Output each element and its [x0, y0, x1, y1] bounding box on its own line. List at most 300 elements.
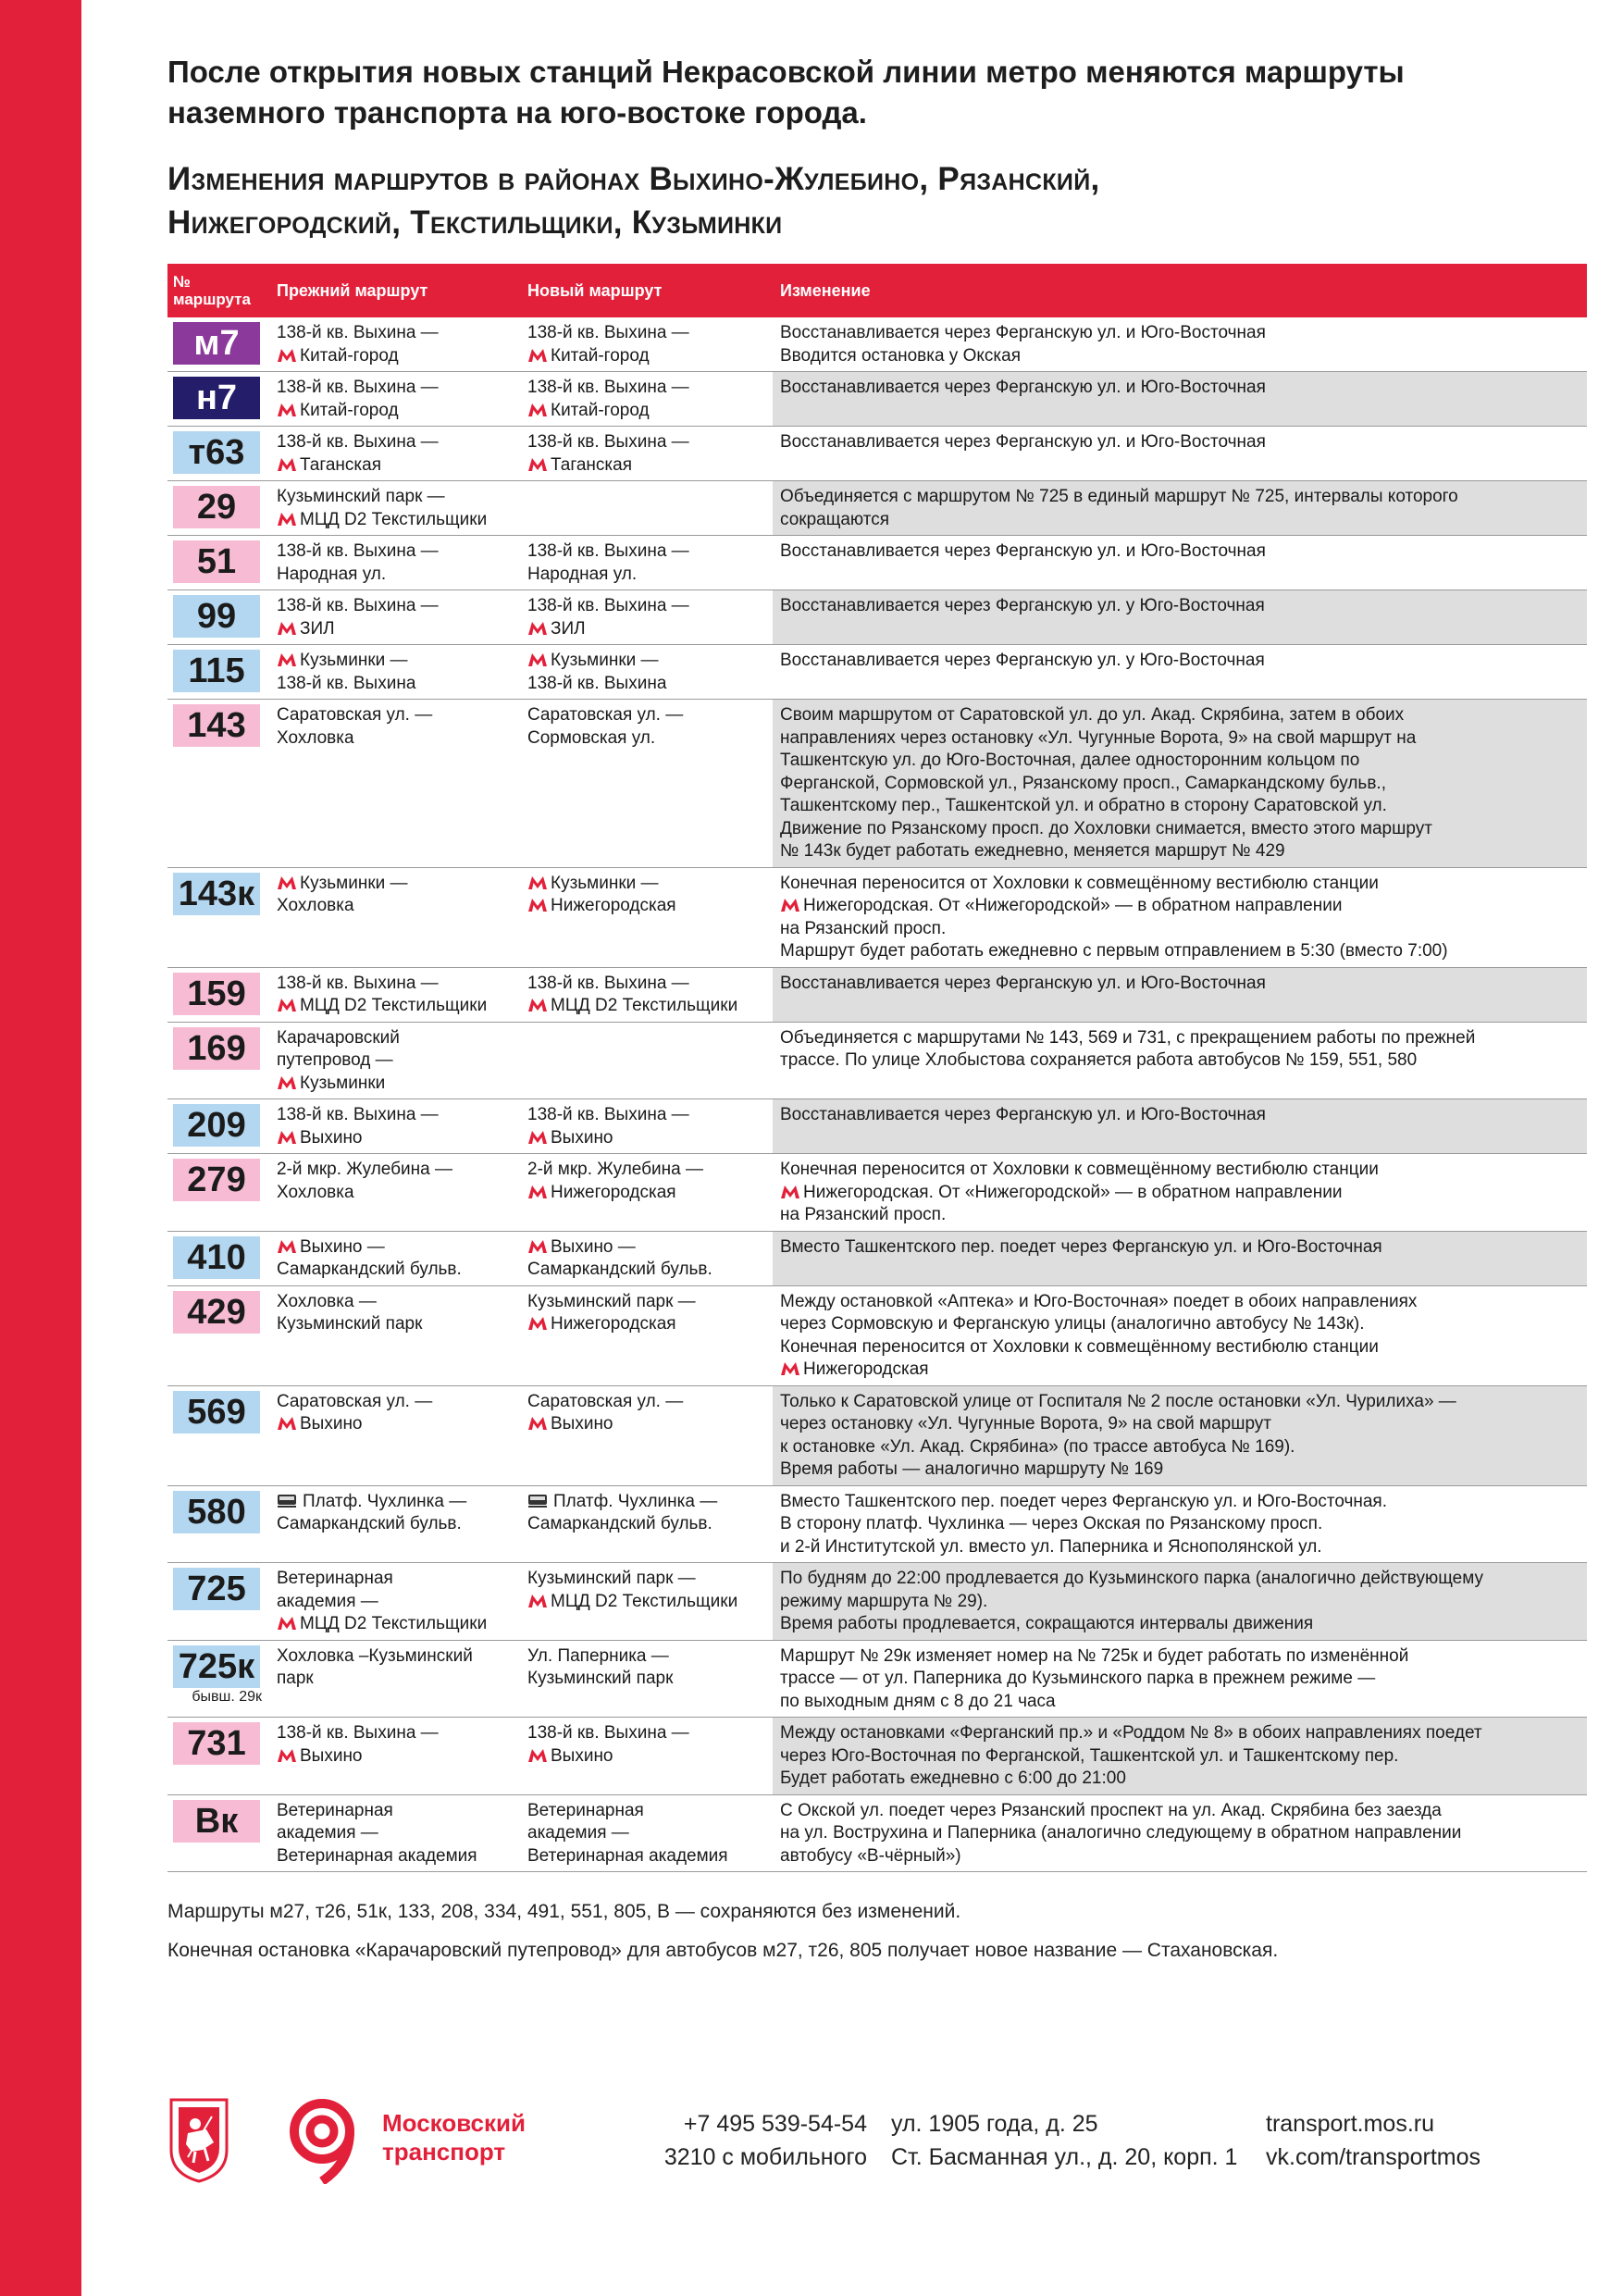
route-number-cell [167, 1718, 269, 1795]
old-route-line: Саратовская ул. — [277, 1391, 433, 1411]
old-route-line: Кузьминки — [277, 873, 513, 896]
new-route-cell [520, 1563, 773, 1641]
new-route-line: МЦД D2 Текстильщики [527, 1591, 765, 1614]
metro-icon [527, 348, 548, 363]
table-row [167, 481, 1587, 536]
brand-name [382, 2109, 526, 2166]
old-route-line: Саратовская ул. — [277, 705, 433, 725]
old-route-cell [269, 1385, 520, 1485]
footnote-unchanged: Маршруты м27, т26, 51к, 133, 208, 334, 491, 551, 805, В — сохраняются без изменений. [167, 1901, 961, 1922]
metro-icon [527, 898, 548, 912]
metro-icon [277, 403, 297, 417]
new-route-cell [520, 1794, 773, 1872]
new-route-line: 138-й кв. Выхина — [527, 1105, 689, 1124]
change-line: Восстанавливается через Ферганскую ул. и Юго-Восточная [780, 323, 1266, 342]
route-badge: н7 [173, 377, 260, 419]
metro-icon [277, 1748, 297, 1763]
change-line: С Окской ул. поедет через Рязанский проспект на ул. Акад. Скрябина без заезда [780, 1800, 1442, 1820]
old-route-line: Выхино [277, 1127, 513, 1150]
metro-icon [527, 457, 548, 472]
old-route-line: путепровод — [277, 1050, 393, 1070]
header-old-route: Прежний маршрут [269, 264, 520, 317]
table-row [167, 1640, 1587, 1718]
change-cell [773, 427, 1587, 481]
new-route-line: 138-й кв. Выхина — [527, 432, 689, 452]
table-row [167, 645, 1587, 700]
table-row [167, 536, 1587, 590]
change-line: через Юго-Восточная по Ферганской, Ташкентской ул. и Ташкентскому пер. [780, 1745, 1399, 1766]
metro-icon [277, 348, 297, 363]
route-number-cell [167, 1285, 269, 1385]
new-route-line: Ветеринарная академия [527, 1845, 728, 1866]
table-row [167, 867, 1587, 967]
route-badge: 143 [173, 704, 260, 747]
change-line: Восстанавливается через Ферганскую ул. и Юго-Восточная [780, 378, 1266, 397]
change-line: Маршрут будет работать ежедневно с первым отправлением в 5:30 (вместо 7:00) [780, 941, 1448, 961]
change-cell [773, 645, 1587, 700]
new-route-line: Выхино [527, 1745, 765, 1769]
new-route-line: Самаркандский бульв. [527, 1514, 712, 1533]
new-route-cell [520, 317, 773, 372]
old-route-line: 138-й кв. Выхина — [277, 432, 439, 452]
moscow-transport-logo-icon [281, 2096, 363, 2184]
metro-icon [527, 1316, 548, 1331]
change-line: Восстанавливается через Ферганскую ул. и Юго-Восточная [780, 541, 1266, 561]
new-route-cell [520, 1385, 773, 1485]
old-route-line: МЦД D2 Текстильщики [277, 995, 513, 1018]
old-route-line: 138-й кв. Выхина — [277, 378, 439, 397]
route-badge: 159 [173, 973, 260, 1015]
old-route-line: Ветеринарная [277, 1569, 393, 1588]
headline-line: наземного транспорта на юго-востоке города. [167, 95, 867, 130]
new-route-line: Китай-город [527, 400, 765, 423]
address-line: Ст. Басманная ул., д. 20, корп. 1 [891, 2144, 1238, 2170]
metro-icon [780, 1361, 800, 1376]
new-route-line: Ветеринарная [527, 1800, 644, 1820]
new-route-line: Саратовская ул. — [527, 705, 684, 725]
old-route-line: ЗИЛ [277, 618, 513, 641]
old-route-cell [269, 481, 520, 536]
old-route-line: Хохловка [277, 727, 354, 748]
change-line: по выходным дням с 8 до 21 часа [780, 1691, 1056, 1711]
new-route-cell [520, 1231, 773, 1285]
website-link[interactable]: transport.mos.ru [1266, 2111, 1435, 2137]
new-route-line: ЗИЛ [527, 618, 765, 641]
change-line: Восстанавливается через Ферганскую ул. и Юго-Восточная [780, 973, 1266, 993]
new-route-line: Сормовская ул. [527, 727, 656, 748]
new-route-cell [520, 1022, 773, 1099]
moscow-coat-of-arms-icon [167, 2096, 230, 2184]
headline-line: После открытия новых станций Некрасовской линии метро меняются маршруты [167, 55, 1405, 89]
change-cell [773, 317, 1587, 372]
new-route-cell [520, 590, 773, 645]
new-route-cell [520, 1154, 773, 1232]
old-route-line: Кузьминский парк [277, 1314, 423, 1334]
route-badge: 51 [173, 540, 260, 583]
change-cell [773, 1154, 1587, 1232]
metro-icon [527, 1185, 548, 1199]
route-badge: 209 [173, 1104, 260, 1147]
route-number-cell [167, 317, 269, 372]
routes-table [167, 264, 1587, 1872]
change-line: Конечная переносится от Хохловки к совмещённому вестибюлю станции [780, 873, 1379, 893]
route-number-cell [167, 1099, 269, 1154]
change-line: трассе — от ул. Паперника до Кузьминского парка в прежнем режиме — [780, 1669, 1376, 1688]
old-route-line: 2-й мкр. Жулебина — [277, 1160, 452, 1179]
new-route-line: Самаркандский бульв. [527, 1260, 712, 1279]
change-line: Восстанавливается через Ферганскую ул. и Юго-Восточная [780, 1105, 1266, 1124]
phone-number[interactable]: +7 495 539-54-54 [683, 2111, 867, 2137]
change-cell [773, 1718, 1587, 1795]
old-route-line: Выхино — [277, 1236, 513, 1260]
table-row [167, 1385, 1587, 1485]
old-route-line: 138-й кв. Выхина [277, 673, 416, 693]
new-route-cell [520, 1285, 773, 1385]
change-line: на Рязанский просп. [780, 918, 947, 938]
old-route-line: 138-й кв. Выхина — [277, 1723, 439, 1743]
new-route-cell [520, 1718, 773, 1795]
metro-icon [277, 875, 297, 890]
new-route-line: Кузьминки — [527, 650, 765, 673]
table-row [167, 1794, 1587, 1872]
metro-icon [527, 403, 548, 417]
old-route-cell [269, 645, 520, 700]
route-badge: Вк [173, 1800, 260, 1843]
new-route-cell [520, 536, 773, 590]
change-line: Вместо Ташкентского пер. поедет через Ферганскую ул. и Юго-Восточная. [780, 1491, 1388, 1511]
change-line: направлениях через остановку «Ул. Чугунные Ворота, 9» на свой маршрут на [780, 727, 1417, 748]
metro-icon [277, 1239, 297, 1254]
metro-icon [277, 457, 297, 472]
metro-icon [527, 1416, 548, 1431]
old-route-cell [269, 867, 520, 967]
change-cell [773, 1794, 1587, 1872]
new-route-line: Кузьминский парк [527, 1669, 674, 1688]
change-line: Вводится остановка у Окская [780, 345, 1021, 366]
change-line: Вместо Ташкентского пер. поедет через Ферганскую ул. и Юго-Восточная [780, 1236, 1382, 1257]
change-line: через остановку «Ул. Чугунные Ворота, 9» на свой маршрут [780, 1414, 1271, 1433]
new-route-line: Нижегородская [527, 1182, 765, 1205]
route-badge: 569 [173, 1391, 260, 1433]
change-cell [773, 1022, 1587, 1099]
route-former-number: бывш. 29к [192, 1688, 262, 1705]
route-badge: т63 [173, 431, 260, 474]
old-route-line: Платф. Чухлинка — [277, 1491, 513, 1514]
route-badge: м7 [173, 322, 260, 365]
metro-icon [277, 512, 297, 527]
new-route-line: Платф. Чухлинка — [527, 1491, 765, 1514]
change-line: Восстанавливается через Ферганскую ул. и Юго-Восточная [780, 432, 1266, 452]
old-route-line: Китай-город [277, 345, 513, 368]
table-row [167, 1285, 1587, 1385]
change-line: Маршрут № 29к изменяет номер на № 725к и будет работать по изменённой [780, 1645, 1409, 1666]
change-line: Нижегородская. От «Нижегородской» — в обратном направлении [780, 895, 1580, 918]
old-route-cell [269, 1022, 520, 1099]
old-route-line: 138-й кв. Выхина — [277, 323, 439, 342]
address-line: ул. 1905 года, д. 25 [891, 2111, 1098, 2137]
change-cell [773, 536, 1587, 590]
old-route-line: МЦД D2 Текстильщики [277, 1613, 513, 1636]
route-number-cell [167, 590, 269, 645]
old-route-cell [269, 1563, 520, 1641]
change-line: Объединяется с маршрутами № 143, 569 и 731, с прекращением работы по прежней [780, 1027, 1476, 1048]
brand-line: транспорт [382, 2138, 506, 2166]
route-badge: 143к [173, 873, 260, 915]
change-line: Конечная переносится от Хохловки к совмещённому вестибюлю станции [780, 1336, 1379, 1357]
subhead-line: Изменения маршрутов в районах Выхино-Жулебино, Рязанский, [167, 161, 1100, 197]
new-route-cell [520, 1099, 773, 1154]
header-new-route: Новый маршрут [520, 264, 773, 317]
route-badge: 279 [173, 1159, 260, 1201]
new-route-cell [520, 481, 773, 536]
old-route-cell [269, 427, 520, 481]
old-route-line: Кузьминский парк — [277, 487, 445, 506]
old-route-line: Хохловка [277, 1182, 354, 1202]
metro-icon [527, 998, 548, 1012]
change-line: По будням до 22:00 продлевается до Кузьминского парка (аналогично действующему [780, 1569, 1483, 1588]
table-row [167, 317, 1587, 372]
change-line: Время работы — аналогично маршруту № 169 [780, 1459, 1164, 1479]
new-route-line: Китай-город [527, 345, 765, 368]
route-badge: 99 [173, 595, 260, 638]
change-line: Объединяется с маршрутом № 725 в единый маршрут № 725, интервалы которого [780, 487, 1458, 506]
route-number-cell [167, 1022, 269, 1099]
new-route-line: Народная ул. [527, 564, 638, 584]
new-route-line: 138-й кв. Выхина — [527, 973, 689, 993]
route-badge: 580 [173, 1491, 260, 1533]
route-number-cell [167, 1154, 269, 1232]
vk-link[interactable]: vk.com/transportmos [1266, 2144, 1481, 2170]
metro-icon [527, 621, 548, 636]
route-badge: 731 [173, 1722, 260, 1765]
old-route-line: Выхино [277, 1745, 513, 1769]
old-route-cell [269, 317, 520, 372]
change-line: режиму маршрута № 29). [780, 1591, 988, 1611]
route-number-cell [167, 1563, 269, 1641]
page-headline [167, 52, 1587, 133]
route-number-cell [167, 967, 269, 1022]
route-badge: 115 [173, 650, 260, 692]
old-route-cell [269, 372, 520, 427]
old-route-line: Карачаровский [277, 1027, 400, 1048]
metro-icon [277, 1416, 297, 1431]
old-route-line: Хохловка — [277, 1291, 377, 1311]
subhead-line: Нижегородский, Текстильщики, Кузьминки [167, 205, 783, 241]
table-row [167, 967, 1587, 1022]
new-route-line: Ул. Паперника — [527, 1645, 669, 1666]
table-row [167, 1099, 1587, 1154]
change-line: Ферганской, Сормовской ул., Рязанскому просп., Самаркандскому бульв., [780, 773, 1386, 793]
old-route-cell [269, 1794, 520, 1872]
change-line: к остановке «Ул. Акад. Скрябина» (по трассе автобуса № 169). [780, 1436, 1295, 1457]
metro-icon [527, 1594, 548, 1608]
new-route-cell [520, 427, 773, 481]
train-icon [277, 1493, 297, 1508]
new-route-line: Саратовская ул. — [527, 1391, 684, 1411]
change-line: Своим маршрутом от Саратовской ул. до ул. Акад. Скрябина, затем в обоих [780, 705, 1405, 725]
old-route-cell [269, 1640, 520, 1718]
new-route-line: МЦД D2 Текстильщики [527, 995, 765, 1018]
new-route-line: Выхино — [527, 1236, 765, 1260]
table-row [167, 372, 1587, 427]
old-route-line: Самаркандский бульв. [277, 1260, 462, 1279]
metro-icon [780, 1185, 800, 1199]
change-line: трассе. По улице Хлобыстова сохраняется работа автобусов № 159, 551, 580 [780, 1050, 1418, 1070]
change-line: Нижегородская [780, 1359, 1580, 1382]
new-route-line: 138-й кв. Выхина — [527, 378, 689, 397]
old-route-line: 138-й кв. Выхина — [277, 541, 439, 561]
page-subheading [167, 157, 1587, 244]
table-body [167, 317, 1587, 1872]
old-route-line: 138-й кв. Выхина — [277, 596, 439, 615]
new-route-line: Выхино [527, 1413, 765, 1436]
change-cell [773, 1563, 1587, 1641]
new-route-line: 138-й кв. Выхина — [527, 323, 689, 342]
change-line: Между остановками «Ферганский пр.» и «Роддом № 8» в обоих направлениях поедет [780, 1723, 1482, 1743]
contact-links [1266, 2107, 1481, 2174]
metro-icon [277, 1130, 297, 1145]
change-line: Будет работать ежедневно с 6:00 до 21:00 [780, 1769, 1126, 1788]
old-route-line: академия — [277, 1591, 378, 1611]
new-route-line: Кузьминский парк — [527, 1291, 696, 1311]
metro-icon [527, 1239, 548, 1254]
metro-icon [277, 1616, 297, 1631]
old-route-cell [269, 1285, 520, 1385]
new-route-line: 2-й мкр. Жулебина — [527, 1160, 703, 1179]
table-row [167, 590, 1587, 645]
old-route-line: Хохловка –Кузьминский [277, 1645, 473, 1666]
route-badge: 725к [173, 1645, 260, 1688]
contact-phone [636, 2107, 867, 2174]
new-route-line: Нижегородская [527, 1313, 765, 1336]
change-cell [773, 1099, 1587, 1154]
metro-icon [527, 1748, 548, 1763]
change-cell [773, 372, 1587, 427]
old-route-cell [269, 1154, 520, 1232]
phone-short-number: 3210 с мобильного [663, 2144, 867, 2170]
new-route-line: 138-й кв. Выхина — [527, 541, 689, 561]
new-route-line: Таганская [527, 454, 765, 478]
change-line: Ташкентскому пер., Ташкентской ул. и обратно в сторону Саратовской ул. [780, 796, 1387, 815]
table-row [167, 1563, 1587, 1641]
table-row [167, 1485, 1587, 1563]
change-cell [773, 1485, 1587, 1563]
route-badge: 429 [173, 1291, 260, 1334]
new-route-line: 138-й кв. Выхина — [527, 1723, 689, 1743]
old-route-line: 138-й кв. Выхина — [277, 973, 439, 993]
new-route-cell [520, 700, 773, 868]
metro-icon [277, 998, 297, 1012]
table-row [167, 1022, 1587, 1099]
old-route-line: Ветеринарная академия [277, 1845, 477, 1866]
old-route-cell [269, 590, 520, 645]
old-route-line: Ветеринарная [277, 1800, 393, 1820]
change-line: Между остановкой «Аптека» и Юго-Восточная» поедет в обоих направлениях [780, 1291, 1418, 1311]
metro-icon [780, 898, 800, 912]
change-line: Время работы продлевается, сокращаются интервалы движения [780, 1614, 1314, 1633]
old-route-line: Выхино [277, 1413, 513, 1436]
old-route-cell [269, 536, 520, 590]
header-number: № маршрута [167, 264, 269, 317]
old-route-line: 138-й кв. Выхина — [277, 1105, 439, 1124]
change-line: через Сормовскую и Ферганскую улицы (аналогично автобусу № 143к). [780, 1314, 1365, 1334]
change-line: сокращаются [780, 509, 890, 529]
route-badge: 410 [173, 1236, 260, 1279]
old-route-line: парк [277, 1669, 314, 1688]
old-route-cell [269, 967, 520, 1022]
brand-line: Московский [382, 2109, 526, 2137]
new-route-cell [520, 1485, 773, 1563]
old-route-cell [269, 1485, 520, 1563]
old-route-line: Хохловка [277, 896, 354, 915]
new-route-line: Кузьминки — [527, 873, 765, 896]
change-line: автобусу «В-чёрный») [780, 1845, 961, 1866]
change-line: Восстанавливается через Ферганскую ул. у Юго-Восточная [780, 596, 1265, 615]
old-route-line: Народная ул. [277, 564, 387, 584]
metro-icon [527, 652, 548, 667]
new-route-cell [520, 645, 773, 700]
change-cell [773, 1385, 1587, 1485]
old-route-line: Кузьминки [277, 1073, 513, 1096]
change-line: Конечная переносится от Хохловки к совмещённому вестибюлю станции [780, 1160, 1379, 1179]
change-line: В сторону платф. Чухлинка — через Окская по Рязанскому просп. [780, 1514, 1323, 1533]
metro-icon [277, 621, 297, 636]
route-number-cell [167, 1794, 269, 1872]
table-row [167, 700, 1587, 868]
old-route-line: Таганская [277, 454, 513, 478]
route-number-cell [167, 1485, 269, 1563]
change-line: Движение по Рязанскому просп. до Хохловки снимается, вместо этого маршрут [780, 818, 1432, 838]
footnote-renamed-stop: Конечная остановка «Карачаровский путепровод» для автобусов м27, т26, 805 получает новое название — Стахановская. [167, 1940, 1279, 1961]
train-icon [527, 1493, 548, 1508]
route-number-cell [167, 645, 269, 700]
route-badge: 169 [173, 1027, 260, 1070]
route-number-cell [167, 700, 269, 868]
page-content [167, 52, 1587, 1965]
metro-icon [277, 652, 297, 667]
change-cell [773, 967, 1587, 1022]
change-cell [773, 1640, 1587, 1718]
change-cell [773, 481, 1587, 536]
old-route-cell [269, 1099, 520, 1154]
new-route-line: академия — [527, 1823, 629, 1843]
old-route-cell [269, 1231, 520, 1285]
change-line: на ул. Вострухина и Паперника (аналогично следующему в обратном направлении [780, 1823, 1462, 1843]
old-route-line: академия — [277, 1823, 378, 1843]
change-cell [773, 590, 1587, 645]
change-line: Только к Саратовской улице от Госпиталя № 2 после остановки «Ул. Чурилиха» — [780, 1391, 1456, 1411]
table-row [167, 427, 1587, 481]
new-route-line: Нижегородская [527, 895, 765, 918]
new-route-cell [520, 372, 773, 427]
route-number-cell [167, 1385, 269, 1485]
left-accent-strip [0, 0, 81, 2296]
old-route-line: Самаркандский бульв. [277, 1514, 462, 1533]
old-route-line: МЦД D2 Текстильщики [277, 509, 513, 532]
new-route-line: 138-й кв. Выхина — [527, 596, 689, 615]
change-line: и 2-й Институтской ул. вместо ул. Паперника и Яснополянской ул. [780, 1536, 1322, 1557]
old-route-line: Китай-город [277, 400, 513, 423]
route-number-cell [167, 1231, 269, 1285]
contact-address [891, 2107, 1237, 2174]
header-change: Изменение [773, 264, 1587, 317]
new-route-cell [520, 967, 773, 1022]
change-cell [773, 867, 1587, 967]
old-route-line: Кузьминки — [277, 650, 513, 673]
change-line: Восстанавливается через Ферганскую ул. у Юго-Восточная [780, 651, 1265, 670]
change-line: Нижегородская. От «Нижегородской» — в обратном направлении [780, 1182, 1580, 1205]
page-footer [167, 2096, 1587, 2184]
